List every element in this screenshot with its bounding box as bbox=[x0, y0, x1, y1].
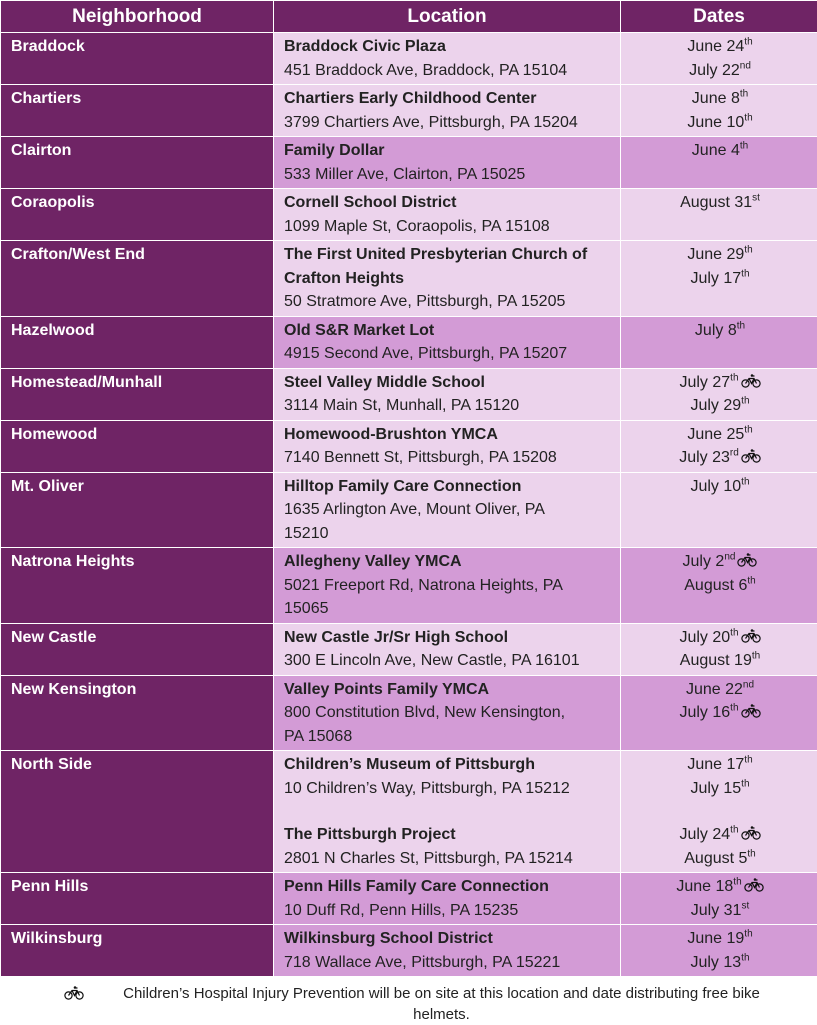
location-cell bbox=[274, 548, 621, 624]
date-entry bbox=[631, 899, 809, 923]
dates-cell bbox=[621, 33, 817, 85]
date-suffix: th bbox=[730, 825, 738, 836]
dates-cell bbox=[621, 316, 817, 368]
date-text: July 10 bbox=[690, 478, 741, 495]
bicycle-icon bbox=[741, 629, 761, 643]
date-entry bbox=[631, 875, 809, 899]
date-entry bbox=[631, 951, 809, 975]
table-row bbox=[1, 623, 817, 675]
date-entry bbox=[631, 446, 809, 470]
neighborhood-cell: Homestead/Munhall bbox=[1, 368, 274, 420]
venue-name: Homewood-Brushton YMCA bbox=[284, 423, 612, 447]
neighborhood-cell: Penn Hills bbox=[1, 873, 274, 925]
bicycle-icon bbox=[64, 986, 84, 1000]
table-row bbox=[1, 189, 817, 241]
neighborhood-cell: Natrona Heights bbox=[1, 548, 274, 624]
neighborhood-cell: Hazelwood bbox=[1, 316, 274, 368]
dates-cell bbox=[621, 873, 817, 925]
date-suffix: th bbox=[740, 89, 748, 100]
date-text: July 24 bbox=[679, 826, 730, 843]
date-text: July 8 bbox=[695, 322, 737, 339]
header-neighborhood: Neighborhood bbox=[1, 1, 274, 33]
dates-cell bbox=[621, 137, 817, 189]
date-text: July 13 bbox=[690, 954, 741, 971]
date-text: June 25 bbox=[687, 426, 744, 443]
date-suffix: th bbox=[730, 703, 738, 714]
venue-address: 533 Miller Ave, Clairton, PA 15025 bbox=[284, 163, 612, 187]
venue-address: 4915 Second Ave, Pittsburgh, PA 15207 bbox=[284, 342, 612, 366]
venue-name: New Castle Jr/Sr High School bbox=[284, 626, 612, 650]
date-suffix: rd bbox=[730, 448, 739, 459]
bicycle-icon bbox=[741, 704, 761, 718]
venue-address: 15210 bbox=[284, 522, 612, 546]
date-text: June 4 bbox=[692, 142, 740, 159]
date-suffix: th bbox=[747, 575, 755, 586]
date-text: June 29 bbox=[687, 246, 744, 263]
dates-cell bbox=[621, 751, 817, 873]
neighborhood-cell: Crafton/West End bbox=[1, 241, 274, 317]
table-row bbox=[1, 316, 817, 368]
date-suffix: th bbox=[741, 952, 749, 963]
venue-name: Cornell School District bbox=[284, 191, 612, 215]
venue-address: 3799 Chartiers Ave, Pittsburgh, PA 15204 bbox=[284, 111, 612, 135]
date-entry bbox=[631, 423, 809, 447]
venue-address: 718 Wallace Ave, Pittsburgh, PA 15221 bbox=[284, 951, 612, 975]
venue-name: Family Dollar bbox=[284, 139, 612, 163]
venue-name: Braddock Civic Plaza bbox=[284, 35, 612, 59]
bicycle-icon bbox=[741, 374, 761, 388]
date-suffix: th bbox=[744, 929, 752, 940]
dates-cell bbox=[621, 548, 817, 624]
venue-name: Hilltop Family Care Connection bbox=[284, 475, 612, 499]
table-row bbox=[1, 873, 817, 925]
date-text: June 22 bbox=[686, 681, 743, 698]
date-entry bbox=[631, 394, 809, 418]
date-entry bbox=[631, 475, 809, 499]
dates-cell bbox=[621, 85, 817, 137]
date-suffix: th bbox=[744, 37, 752, 48]
date-text: July 17 bbox=[690, 270, 741, 287]
date-entry bbox=[631, 59, 809, 83]
date-entry bbox=[631, 139, 809, 163]
location-cell bbox=[274, 368, 621, 420]
date-suffix: th bbox=[741, 268, 749, 279]
date-text: July 29 bbox=[690, 397, 741, 414]
venue-address: 15065 bbox=[284, 597, 612, 621]
venue-address: 300 E Lincoln Ave, New Castle, PA 16101 bbox=[284, 649, 612, 673]
table-row bbox=[1, 675, 817, 751]
date-text: June 24 bbox=[687, 38, 744, 55]
date-entry bbox=[631, 267, 809, 291]
date-entry bbox=[631, 701, 809, 725]
date-entry bbox=[631, 847, 809, 871]
neighborhood-cell: Chartiers bbox=[1, 85, 274, 137]
table-row bbox=[1, 368, 817, 420]
location-cell bbox=[274, 873, 621, 925]
date-entry bbox=[631, 243, 809, 267]
venue-name: Penn Hills Family Care Connection bbox=[284, 875, 612, 899]
venue-address: 50 Stratmore Ave, Pittsburgh, PA 15205 bbox=[284, 290, 612, 314]
date-text: July 27 bbox=[679, 374, 730, 391]
date-suffix: nd bbox=[724, 552, 735, 563]
dates-cell bbox=[621, 675, 817, 751]
header-row bbox=[1, 1, 817, 33]
date-text: July 23 bbox=[679, 449, 730, 466]
dates-cell bbox=[621, 368, 817, 420]
neighborhood-cell: Wilkinsburg bbox=[1, 925, 274, 977]
venue-address: 451 Braddock Ave, Braddock, PA 15104 bbox=[284, 59, 612, 83]
venue-address: 1635 Arlington Ave, Mount Oliver, PA bbox=[284, 498, 612, 522]
date-entry bbox=[631, 649, 809, 673]
venue-address: 3114 Main St, Munhall, PA 15120 bbox=[284, 394, 612, 418]
date-suffix: th bbox=[737, 320, 745, 331]
date-suffix: th bbox=[741, 396, 749, 407]
date-text: July 2 bbox=[683, 553, 725, 570]
venue-address: 7140 Bennett St, Pittsburgh, PA 15208 bbox=[284, 446, 612, 470]
date-text: August 6 bbox=[684, 577, 747, 594]
neighborhood-cell: North Side bbox=[1, 751, 274, 873]
date-text: June 8 bbox=[692, 90, 740, 107]
table-row bbox=[1, 548, 817, 624]
venue-name: Allegheny Valley YMCA bbox=[284, 550, 612, 574]
date-text: July 16 bbox=[679, 704, 730, 721]
date-suffix: th bbox=[740, 141, 748, 152]
date-text: July 20 bbox=[679, 629, 730, 646]
venue-address: 10 Children’s Way, Pittsburgh, PA 15212 bbox=[284, 777, 612, 801]
date-text: August 31 bbox=[680, 194, 752, 211]
date-entry bbox=[631, 574, 809, 598]
date-suffix: st bbox=[741, 900, 749, 911]
date-text: July 31 bbox=[691, 902, 742, 919]
venue-address: PA 15068 bbox=[284, 725, 612, 749]
venue-name: Steel Valley Middle School bbox=[284, 371, 612, 395]
dates-cell bbox=[621, 189, 817, 241]
neighborhood-cell: Clairton bbox=[1, 137, 274, 189]
date-suffix: th bbox=[747, 848, 755, 859]
date-text: June 10 bbox=[687, 114, 744, 131]
date-entry bbox=[631, 678, 809, 702]
venue-name: Wilkinsburg School District bbox=[284, 927, 612, 951]
date-entry bbox=[631, 371, 809, 395]
bicycle-icon bbox=[741, 449, 761, 463]
table-row bbox=[1, 751, 817, 873]
venue-address: 5021 Freeport Rd, Natrona Heights, PA bbox=[284, 574, 612, 598]
date-suffix: th bbox=[744, 245, 752, 256]
venue-address: 2801 N Charles St, Pittsburgh, PA 15214 bbox=[284, 847, 612, 871]
date-entry bbox=[631, 777, 809, 801]
dates-cell bbox=[621, 623, 817, 675]
dates-cell bbox=[621, 241, 817, 317]
location-cell bbox=[274, 137, 621, 189]
table-row bbox=[1, 925, 817, 977]
date-text: June 17 bbox=[687, 756, 744, 773]
date-text: August 5 bbox=[684, 850, 747, 867]
date-entry bbox=[631, 191, 809, 215]
date-text: August 19 bbox=[680, 652, 752, 669]
location-cell bbox=[274, 472, 621, 548]
footnote bbox=[0, 977, 817, 1025]
neighborhood-cell: Braddock bbox=[1, 33, 274, 85]
date-entry bbox=[631, 35, 809, 59]
neighborhood-cell: Coraopolis bbox=[1, 189, 274, 241]
table-row bbox=[1, 241, 817, 317]
table-row bbox=[1, 472, 817, 548]
table-row bbox=[1, 137, 817, 189]
date-entry bbox=[631, 319, 809, 343]
date-text: June 19 bbox=[687, 930, 744, 947]
venue-address: 800 Constitution Blvd, New Kensington, bbox=[284, 701, 612, 725]
header-dates: Dates bbox=[621, 1, 817, 33]
date-suffix: th bbox=[752, 651, 760, 662]
location-cell bbox=[274, 189, 621, 241]
date-suffix: th bbox=[733, 877, 741, 888]
date-entry bbox=[631, 927, 809, 951]
date-entry bbox=[631, 626, 809, 650]
venue-name: The First United Presbyterian Church of Crafton Heights bbox=[284, 243, 612, 290]
venue-name: Chartiers Early Childhood Center bbox=[284, 87, 612, 111]
date-suffix: th bbox=[744, 424, 752, 435]
location-cell bbox=[274, 85, 621, 137]
date-text: July 22 bbox=[689, 62, 740, 79]
location-cell bbox=[274, 623, 621, 675]
dates-cell bbox=[621, 472, 817, 548]
venue-name: The Pittsburgh Project bbox=[284, 823, 612, 847]
date-entry bbox=[631, 87, 809, 111]
location-cell bbox=[274, 675, 621, 751]
neighborhood-cell: New Castle bbox=[1, 623, 274, 675]
date-entry bbox=[631, 823, 809, 847]
table-row bbox=[1, 420, 817, 472]
date-suffix: th bbox=[730, 627, 738, 638]
location-cell bbox=[274, 33, 621, 85]
bicycle-icon bbox=[737, 553, 757, 567]
bicycle-icon bbox=[741, 826, 761, 840]
date-entry bbox=[631, 753, 809, 777]
venue-address: 1099 Maple St, Coraopolis, PA 15108 bbox=[284, 215, 612, 239]
header-location: Location bbox=[274, 1, 621, 33]
date-suffix: th bbox=[741, 778, 749, 789]
location-cell bbox=[274, 316, 621, 368]
neighborhood-cell: New Kensington bbox=[1, 675, 274, 751]
dates-cell bbox=[621, 420, 817, 472]
date-entry bbox=[631, 550, 809, 574]
date-text: June 18 bbox=[676, 878, 733, 895]
date-suffix: th bbox=[741, 476, 749, 487]
location-cell bbox=[274, 420, 621, 472]
date-entry bbox=[631, 111, 809, 135]
footnote-text: Children’s Hospital Injury Prevention will be on site at this location and date distributing free bike helmets. bbox=[96, 983, 787, 1025]
date-suffix: th bbox=[730, 372, 738, 383]
venue-address: 10 Duff Rd, Penn Hills, PA 15235 bbox=[284, 899, 612, 923]
bicycle-icon bbox=[744, 878, 764, 892]
venue-name: Old S&R Market Lot bbox=[284, 319, 612, 343]
date-suffix: th bbox=[744, 112, 752, 123]
table-row bbox=[1, 85, 817, 137]
venue-name: Valley Points Family YMCA bbox=[284, 678, 612, 702]
neighborhood-cell: Mt. Oliver bbox=[1, 472, 274, 548]
date-suffix: th bbox=[744, 755, 752, 766]
neighborhood-cell: Homewood bbox=[1, 420, 274, 472]
date-suffix: nd bbox=[743, 679, 754, 690]
venue-name: Children’s Museum of Pittsburgh bbox=[284, 753, 612, 777]
location-cell bbox=[274, 241, 621, 317]
dates-cell bbox=[621, 925, 817, 977]
location-cell bbox=[274, 751, 621, 873]
date-suffix: st bbox=[752, 193, 760, 204]
date-suffix: nd bbox=[740, 60, 751, 71]
date-text: July 15 bbox=[690, 780, 741, 797]
location-cell bbox=[274, 925, 621, 977]
table-row bbox=[1, 33, 817, 85]
